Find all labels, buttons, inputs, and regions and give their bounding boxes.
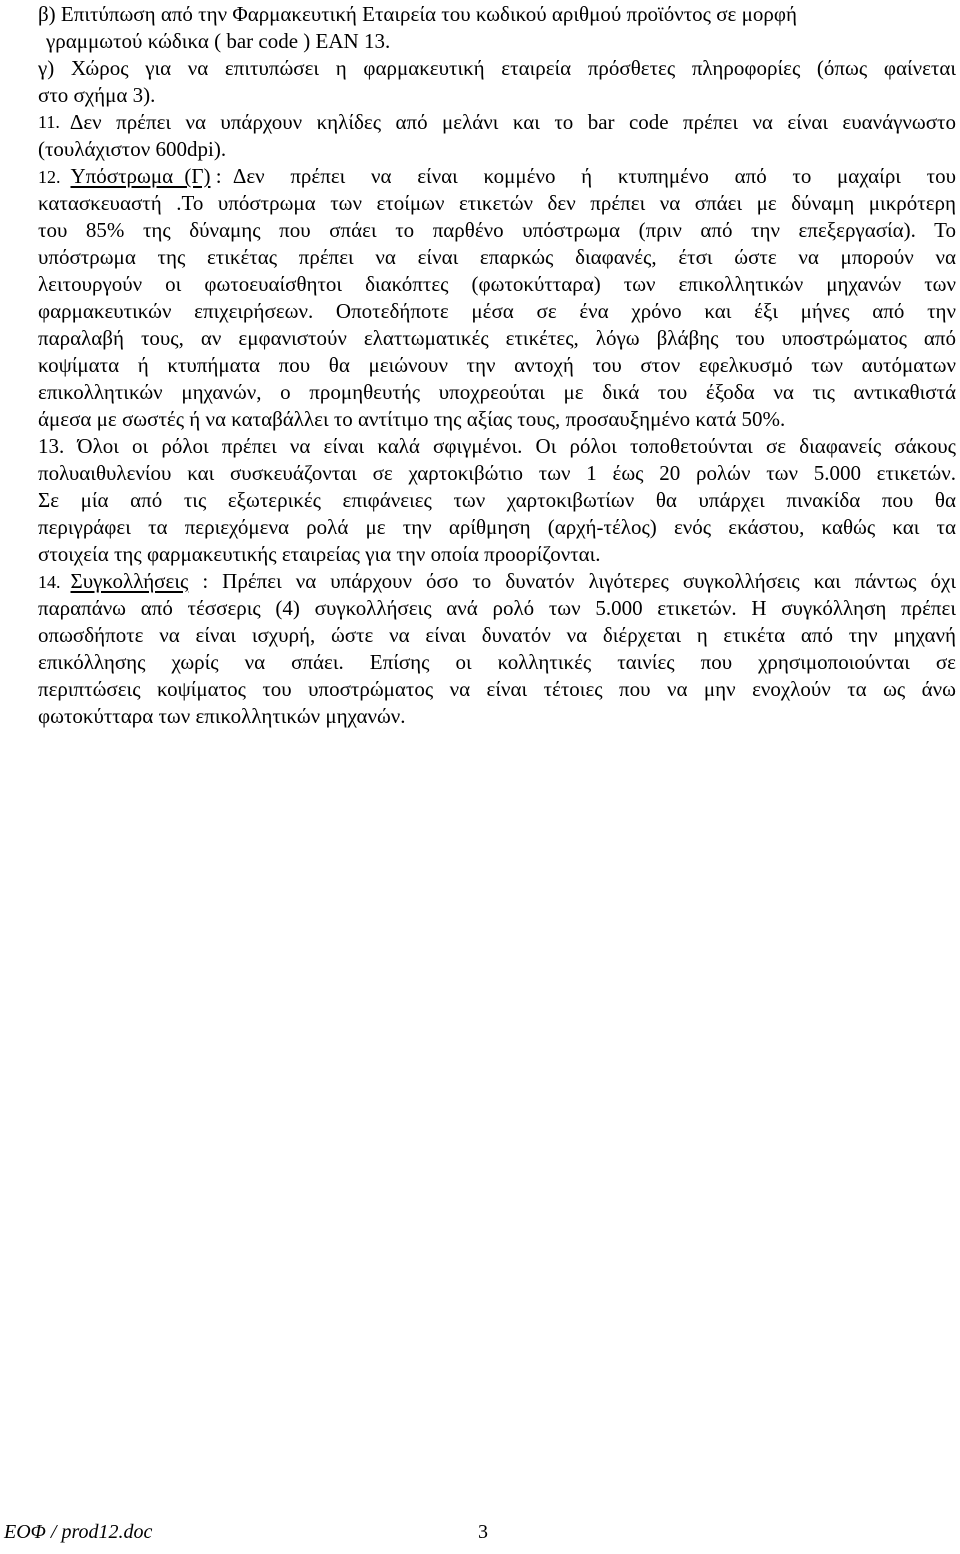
item-13-line4: περιγράφει τα περιεχόμενα ρολά με την αρίθμηση (αρχή-τέλος) ενός εκάστου, καθώς και τα xyxy=(38,515,956,539)
item-12-line4: υπόστρωμα της ετικέτας πρέπει να είναι επαρκώς διαφανές, έτσι ώστε να μπορούν να xyxy=(38,245,956,269)
item-12-number: 12. xyxy=(38,167,61,187)
item-13-line3: Σε μία από τις εξωτερικές επιφάνειες των χαρτοκιβωτίων θα υπάρχει πινακίδα που θα xyxy=(38,488,956,512)
item-11-line1 xyxy=(38,108,956,136)
item-12-line1 xyxy=(38,162,956,191)
item-14-line4: επικόλλησης χωρίς να σπάει. Επίσης οι κολλητικές ταινίες που χρησιμοποιούνται σε xyxy=(38,650,956,674)
item-11-text: Δεν πρέπει να υπάρχουν κηλίδες από μελάνι και το bar code πρέπει να είναι ευανάγνωστο xyxy=(69,110,956,134)
item-12-line6: φαρμακευτικών επιχειρήσεων. Οποτεδήποτε μέσα σε ένα χρόνο και έξι μήνες από την xyxy=(38,299,956,323)
intro-c-line2: στο σχήμα 3). xyxy=(38,83,156,107)
item-13-line5: στοιχεία της φαρμακευτικής εταιρείας για την οποία προορίζονται. xyxy=(38,542,601,566)
item-14-line6: φωτοκύτταρα των επικολλητικών μηχανών. xyxy=(38,704,406,728)
intro-b-line2: γραμμωτού κώδικα ( bar code ) EAN 13. xyxy=(46,29,391,53)
item-11-number: 11. xyxy=(38,112,60,132)
item-12-line7: παραλαβή τους, αν εμφανιστούν ελαττωματικές ετικέτες, λόγω βλάβης του υποστρώματος από xyxy=(38,326,956,350)
item-14-line2: παραπάνω από τέσσερις (4) συγκολλήσεις ανά ρολό των 5.000 ετικετών. Η συγκόλληση πρέπει xyxy=(38,596,956,620)
item-14-line3: οπωσδήποτε να είναι ισχυρή, ώστε να είναι δυνατόν να διέρχεται η ετικέτα από την μηχανή xyxy=(38,623,956,647)
item-14-title: Συγκολλήσεις xyxy=(70,569,189,593)
item-12-line5: λειτουργούν οι φωτοευαίσθητοι διακόπτες (φωτοκύτταρα) των επικολλητικών μηχανών των xyxy=(38,272,956,296)
item-12-line10: άμεσα με σωστές ή να καταβάλλει το αντίτιμο της αξίας τους, προσαυξημένο κατά 50%. xyxy=(38,407,786,431)
item-13-line2: πολυαιθυλενίου και συσκευάζονται σε χαρτοκιβώτιο των 1 έως 20 ρολών των 5.000 ετικετών. xyxy=(38,461,956,485)
intro-b-line1: β) Επιτύπωση από την Φαρμακευτική Εταιρεία του κωδικού αριθμού προϊόντος σε μορφή xyxy=(38,2,797,26)
item-12-text: Δεν πρέπει να είναι κομμένο ή κτυπημένο από το μαχαίρι του xyxy=(232,164,956,188)
intro-c-line1: γ) Χώρος για να επιτυπώσει η φαρμακευτική εταιρεία πρόσθετες πληροφορίες (όπως φαίνεται xyxy=(38,56,956,80)
item-12-line2: κατασκευαστή .Το υπόστρωμα των ετοίμων ετικετών δεν πρέπει να σπάει με δύναμη μικρότερη xyxy=(38,191,956,215)
item-12-line3: του 85% της δύναμης που σπάει το παρθένο υπόστρωμα (πριν από την επεξεργασία). Το xyxy=(38,218,956,242)
footer-page-number: 3 xyxy=(478,1521,488,1543)
item-12-line8: κοψίματα ή κτυπήματα που θα μειώνουν την αντοχή του στον εφελκυσμό των αυτόματων xyxy=(38,353,956,377)
item-14-line1 xyxy=(38,567,956,596)
item-14-text: : Πρέπει να υπάρχουν όσο το δυνατόν λιγότερες συγκολλήσεις και πάντως όχι xyxy=(188,569,956,593)
item-12-colon: : xyxy=(210,164,227,188)
item-11-line2: (τουλάχιστον 600dpi). xyxy=(38,137,227,161)
item-12-line9: επικολλητικών μηχανών, ο προμηθευτής υποχρεούται με δικά του έξοδα να τις αντικαθιστά xyxy=(38,380,956,404)
item-12-title: Υπόστρωμα (Γ) xyxy=(70,164,211,188)
item-14-line5: περιπτώσεις κοψίματος του υποστρώματος να είναι τέτοιες που να μην ενοχλούν τα ως άνω xyxy=(38,677,956,701)
footer-doc-name: ΕΟΦ / prod12.doc xyxy=(4,1521,153,1543)
item-13-line1: 13. Όλοι οι ρόλοι πρέπει να είναι καλά σφιγμένοι. Οι ρόλοι τοποθετούνται σε διαφανείς σάκους xyxy=(38,434,956,458)
item-14-number: 14. xyxy=(38,572,61,592)
